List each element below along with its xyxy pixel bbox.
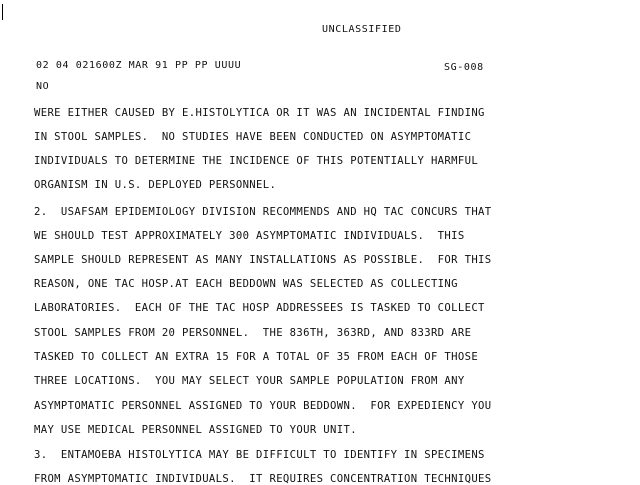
message-id: SG-008 [444,62,484,73]
body-line: LABORATORIES. EACH OF THE TAC HOSP ADDRESSEES IS TASKED TO COLLECT [34,302,485,314]
body-line: WERE EITHER CAUSED BY E.HISTOLYTICA OR IT WAS AN INCIDENTAL FINDING [34,107,485,119]
routing-line: 02 04 021600Z MAR 91 PP PP UUUU [36,60,242,71]
text-cursor [2,4,3,20]
paragraph-2-start: 2. USAFSAM EPIDEMIOLOGY DIVISION RECOMMENDS AND HQ TAC CONCURS THAT [34,206,492,218]
body-line: INDIVIDUALS TO DETERMINE THE INCIDENCE OF THIS POTENTIALLY HARMFUL [34,155,479,167]
body-line: FROM ASYMPTOMATIC INDIVIDUALS. IT REQUIRES CONCENTRATION TECHNIQUES [34,473,492,485]
body-line: REASON, ONE TAC HOSP.AT EACH BEDDOWN WAS SELECTED AS COLLECTING [34,278,458,290]
body-line: SAMPLE SHOULD REPRESENT AS MANY INSTALLATIONS AS POSSIBLE. FOR THIS [34,254,492,266]
body-line: WE SHOULD TEST APPROXIMATELY 300 ASYMPTOMATIC INDIVIDUALS. THIS [34,230,465,242]
body-line: ASYMPTOMATIC PERSONNEL ASSIGNED TO YOUR BEDDOWN. FOR EXPEDIENCY YOU [34,400,492,412]
classification-marking: UNCLASSIFIED [322,24,402,35]
body-line: MAY USE MEDICAL PERSONNEL ASSIGNED TO YOUR UNIT. [34,424,357,436]
continuation-marker: NO [36,81,50,92]
body-line: THREE LOCATIONS. YOU MAY SELECT YOUR SAMPLE POPULATION FROM ANY [34,375,465,387]
body-line: TASKED TO COLLECT AN EXTRA 15 FOR A TOTAL OF 35 FROM EACH OF THOSE [34,351,479,363]
paragraph-3-start: 3. ENTAMOEBA HISTOLYTICA MAY BE DIFFICULT TO IDENTIFY IN SPECIMENS [34,449,485,461]
body-line: ORGANISM IN U.S. DEPLOYED PERSONNEL. [34,179,277,191]
body-line: IN STOOL SAMPLES. NO STUDIES HAVE BEEN CONDUCTED ON ASYMPTOMATIC [34,131,472,143]
body-line: STOOL SAMPLES FROM 20 PERSONNEL. THE 836TH, 363RD, AND 833RD ARE [34,327,472,339]
